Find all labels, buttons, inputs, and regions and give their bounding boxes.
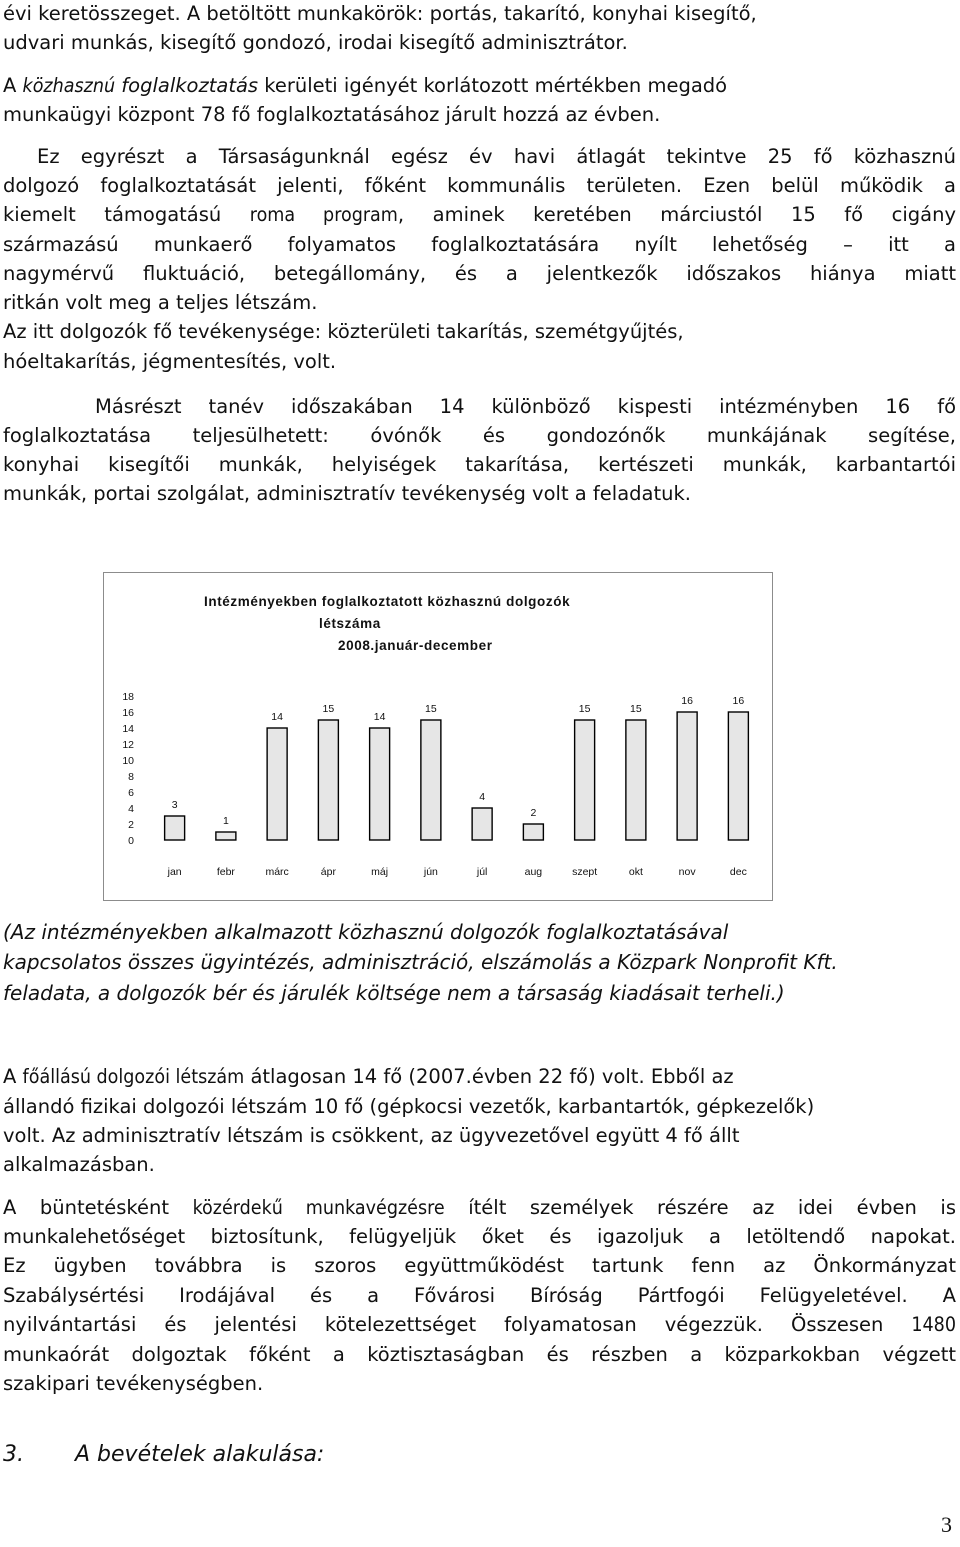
data-label: 15 <box>578 703 591 715</box>
foallasu-highlight: főállású dolgozói létszám <box>22 1065 245 1088</box>
bar <box>421 720 441 840</box>
p4-line-1 <box>3 1196 956 1222</box>
p4-line-7: szakipari tevékenységben. <box>3 1372 264 1395</box>
x-tick-label: máj <box>371 866 389 878</box>
x-tick-label: aug <box>524 866 543 878</box>
kozerdeku-highlight: közérdekű munkavégzésre <box>192 1196 445 1219</box>
x-tick-label: ápr <box>320 866 336 878</box>
x-tick-label: szept <box>572 866 598 878</box>
p1-line-2: dolgozó foglalkoztatását jelenti, főként kommunális területen. Ezen belül működik a <box>3 174 956 197</box>
data-label: 15 <box>425 703 437 715</box>
p1-line-8: hóeltakarítás, jégmentesítés, volt. <box>3 350 337 373</box>
caption-line-2: kapcsolatos összes ügyintézés, adminisztráció, elszámolás a Közpark Nonprofit Kft. <box>3 950 838 974</box>
roma-program-highlight: roma program <box>249 203 398 226</box>
y-tick-label: 4 <box>128 803 134 815</box>
p4-line-6: munkaórát dolgoztak főként a köztisztaságban és részben a közparkokban végzett <box>3 1343 956 1366</box>
chart-container <box>103 572 773 901</box>
chart-title-line-1: Intézményekben foglalkoztatott közhasznú dolgozók <box>204 594 571 609</box>
x-tick-label: jan <box>167 866 182 878</box>
x-tick-label: febr <box>216 866 235 878</box>
p3-line-1 <box>3 1065 734 1091</box>
x-tick-label: okt <box>628 866 643 878</box>
p2-line-3: konyhai kisegítői munkák, helyiségek takarítása, kertészeti munkák, karbantartói <box>3 453 956 476</box>
kozhasznu-highlight: közhasznú <box>22 74 116 97</box>
p3-line-3: volt. Az adminisztratív létszám is csökkent, az ügyvezetővel együtt 4 fő állt <box>3 1124 740 1147</box>
data-label: 15 <box>630 703 642 715</box>
bar <box>165 816 185 840</box>
page-number: 3 <box>941 1512 952 1537</box>
p1-line-5: nagymérvű fluktuáció, betegállomány, és a jelentkezők időszakos hiánya miatt <box>3 262 956 285</box>
x-tick-label: júl <box>476 866 488 878</box>
x-tick-label: márc <box>265 866 289 878</box>
intro-line-3 <box>3 74 727 100</box>
bar <box>626 720 646 840</box>
data-label: 14 <box>373 711 386 723</box>
foglalkoztatas-italic: foglalkoztatás <box>115 74 259 97</box>
data-label: 16 <box>681 695 693 707</box>
data-label: 14 <box>271 711 283 723</box>
caption-line-1: (Az intézményekben alkalmazott közhasznú dolgozók foglalkoztatásával <box>3 920 729 944</box>
p4-text: ítélt személyek részére az idei évben is <box>444 1196 956 1219</box>
p3-line-2: állandó fizikai dolgozói létszám 10 fő (gépkocsi vezetők, karbantartók, gépkezelők) <box>3 1095 815 1118</box>
p2-line-4: munkák, portai szolgálat, adminisztratív tevékenység volt a feladatuk. <box>3 482 691 505</box>
x-tick-label: nov <box>678 866 696 878</box>
p1-line-1: Ez egyrészt a Társaságunknál egész év havi átlagát tekintve 25 fő közhasznú <box>37 145 956 168</box>
data-label: 3 <box>171 799 178 811</box>
data-label: 15 <box>322 703 335 715</box>
p4-line-3: Ez ügyben továbbra is szoros együttműködést tartunk fenn az Önkormányzat <box>3 1254 956 1277</box>
y-tick-label: 2 <box>128 819 134 831</box>
x-tick-label: dec <box>729 866 747 878</box>
y-tick-label: 0 <box>128 835 134 847</box>
bar <box>677 712 697 840</box>
hours-highlight: 1480 <box>911 1313 956 1336</box>
p2-line-2: foglalkoztatása teljesülhetett: óvónők és gondozónők munkájának segítése, <box>3 424 956 447</box>
p3-line-4: alkalmazásban. <box>3 1153 155 1176</box>
caption-line-3: feladata, a dolgozók bér és járulék költsége nem a társaság kiadásait terheli.) <box>3 981 785 1005</box>
bar <box>472 808 492 840</box>
intro-line-2: udvari munkás, kisegítő gondozó, irodai kisegítő adminisztrátor. <box>3 31 628 54</box>
data-label: 2 <box>530 807 537 819</box>
p3-text: átlagosan 14 fő (2007.évben 22 fő) volt. Ebből az <box>244 1065 734 1088</box>
intro-text: kerületi igényét korlátozott mértékben megadó <box>258 74 728 97</box>
data-label: 1 <box>222 815 229 827</box>
bar-chart <box>104 573 772 900</box>
intro-line-4: munkaügyi központ 78 fő foglalkoztatásához járult hozzá az évben. <box>3 103 661 126</box>
intro-line-1: évi keretösszeget. A betöltött munkakörök: portás, takarító, konyhai kisegítő, <box>3 2 757 25</box>
section-title: A bevételek alakulása: <box>75 1442 325 1467</box>
p1-line-4: származású munkaerő folyamatos foglalkoztatására nyílt lehetőség – itt a <box>3 233 956 256</box>
p4-text: nyilvántartási és jelentési kötelezettséget folyamatosan végezzük. Összesen <box>3 1313 912 1336</box>
p4-line-2: munkalehetőséget biztosítunk, felügyeljük őket és igazoljuk a letöltendő napokat. <box>3 1225 956 1248</box>
bar <box>575 720 595 840</box>
p4-line-5 <box>3 1313 956 1339</box>
bar <box>728 712 748 840</box>
bar <box>370 728 390 840</box>
p1-line-7: Az itt dolgozók fő tevékenysége: közterületi takarítás, szemétgyűjtés, <box>3 320 684 343</box>
y-tick-label: 6 <box>128 787 134 799</box>
p3-text: A <box>3 1065 23 1088</box>
p4-line-4: Szabálysértési Irodájával és a Fővárosi Bíróság Pártfogói Felügyeletével. A <box>3 1284 956 1307</box>
section-number: 3. <box>3 1442 24 1467</box>
x-tick-label: jún <box>423 866 438 878</box>
chart-title-line-2: létszáma <box>319 616 381 631</box>
chart-title-line-3: 2008.január-december <box>338 638 493 653</box>
y-tick-label: 10 <box>122 755 134 767</box>
intro-text: A <box>3 74 23 97</box>
p1-text: , aminek keretében márciustól 15 fő cigány <box>397 203 956 226</box>
data-label: 16 <box>732 695 745 707</box>
p2-line-1: Másrészt tanév időszakában 14 különböző kispesti intézményben 16 fő <box>95 395 956 418</box>
p1-text: kiemelt támogatású <box>3 203 250 226</box>
bar <box>523 824 543 840</box>
y-tick-label: 14 <box>122 723 134 735</box>
y-tick-label: 18 <box>122 691 134 703</box>
data-label: 4 <box>479 791 486 803</box>
bar <box>267 728 287 840</box>
y-tick-label: 8 <box>128 771 134 783</box>
p4-text: A büntetésként <box>3 1196 193 1219</box>
y-tick-label: 12 <box>122 739 134 751</box>
p1-line-6: ritkán volt meg a teljes létszám. <box>3 291 318 314</box>
bar <box>216 832 236 840</box>
p1-line-3 <box>3 203 956 229</box>
y-tick-label: 16 <box>122 707 134 719</box>
bar <box>318 720 338 840</box>
